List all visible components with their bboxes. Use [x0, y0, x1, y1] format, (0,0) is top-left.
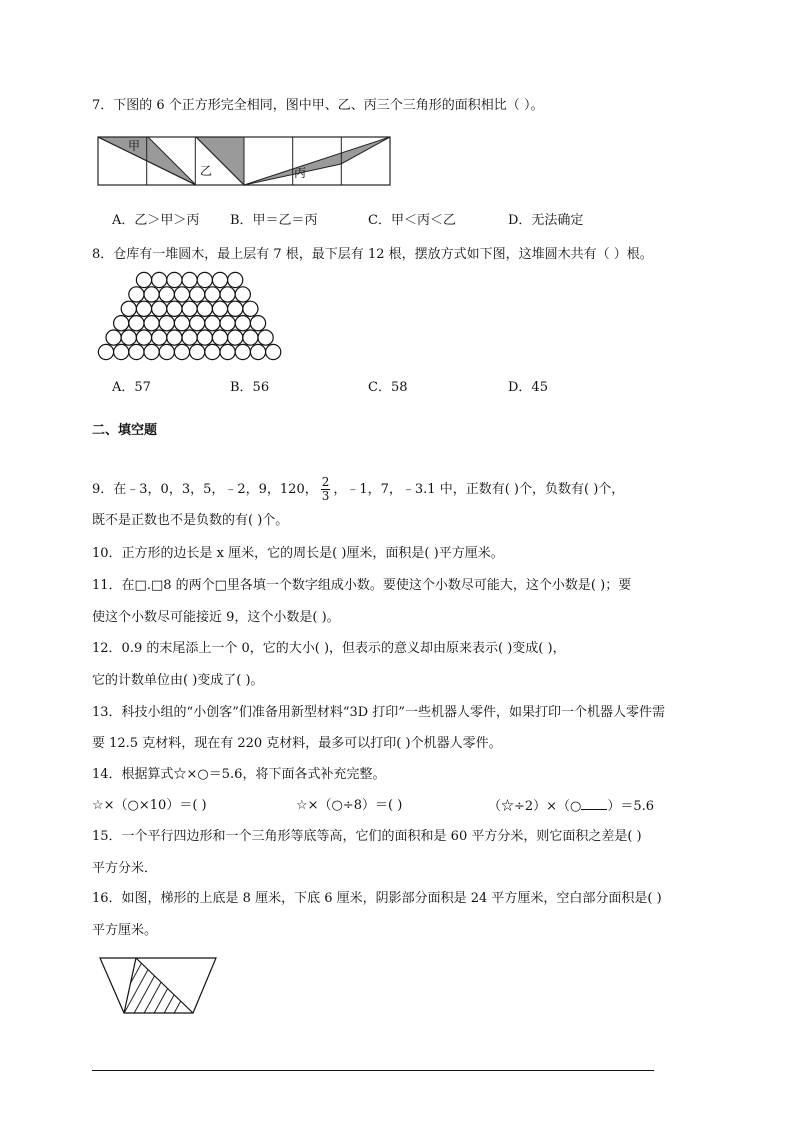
q9-line1: [92, 476, 624, 503]
q9-part2: ，﹣1，7，﹣3.1 中，正数有( )个，负数有( )个，: [333, 482, 625, 497]
log-circle: [235, 344, 250, 359]
log-circle: [205, 344, 220, 359]
log-circle: [197, 330, 212, 345]
log-circle: [152, 301, 167, 316]
q14-expr3-blank: [581, 797, 607, 810]
section-title: 二、填空题: [92, 423, 158, 438]
log-circle: [205, 316, 220, 331]
q8-option-d: D．45: [508, 380, 548, 395]
log-circle: [174, 316, 189, 331]
q11-line1: 11．在□.□8 的两个□里各填一个数字组成小数。要使这个小数尽可能大，这个小数是( )；要: [92, 578, 632, 593]
q9-line2: 既不是正数也不是负数的有( )个。: [92, 513, 289, 528]
log-circle: [243, 330, 258, 345]
log-circle: [212, 330, 227, 345]
label-yi: 乙: [200, 164, 213, 178]
log-circle: [220, 287, 235, 302]
log-circle: [136, 272, 151, 287]
q14-expr3-start: （☆÷2）×（○: [488, 799, 582, 814]
log-circle: [235, 316, 250, 331]
shaded-hatch: [112, 955, 206, 1017]
q14-expr3-end: ）＝5.6: [607, 799, 655, 814]
q16-line2: 平方厘米。: [92, 923, 158, 938]
log-circle: [190, 287, 205, 302]
q13-line1: 13．科技小组的“小创客”们准备用新型材料“3D 打印”一些机器人零件，如果打印一个机器人零件需: [92, 705, 665, 720]
q12-line1: 12．0.9 的末尾添上一个 0，它的大小( )，但表示的意义却由原来表示( )变成( )，: [92, 641, 566, 656]
q9-part1: 9．在﹣3，0，3，5，﹣2，9，120，: [92, 482, 318, 497]
q7-text: 7．下图的 6 个正方形完全相同，图中甲、乙、丙三个三角形的面积相比（ ）。: [92, 98, 544, 113]
log-circle: [228, 330, 243, 345]
q7-squares-figure: [98, 137, 390, 187]
log-circle: [144, 287, 159, 302]
log-circle: [106, 330, 121, 345]
q8-text: 8．仓库有一堆圆木，最上层有 7 根，最下层有 12 根，摆放方式如下图，这堆圆木共有（ ）根。: [92, 247, 653, 262]
log-circle: [220, 344, 235, 359]
log-circle: [167, 301, 182, 316]
log-circle: [190, 316, 205, 331]
q14-text: 14．根据算式☆×○＝5.6，将下面各式补充完整。: [92, 767, 386, 782]
q15-line1: 15．一个平行四边形和一个三角形等底等高，它们的面积和是 60 平方分米，则它面积之差是( ): [92, 829, 642, 844]
q16-line1: 16．如图，梯形的上底是 8 厘米，下底 6 厘米，阴影部分面积是 24 平方厘米，空白部分面积是( ): [92, 891, 662, 906]
log-circle: [212, 301, 227, 316]
log-circle: [159, 316, 174, 331]
q14-expr3: [488, 797, 654, 816]
fraction-numerator: 2: [321, 475, 330, 489]
label-bing: 丙: [294, 166, 307, 180]
log-circle: [243, 301, 258, 316]
log-circle: [152, 272, 167, 287]
log-circle: [228, 272, 243, 287]
log-circle: [220, 316, 235, 331]
log-circle: [121, 301, 136, 316]
log-circle: [167, 272, 182, 287]
log-circle: [235, 287, 250, 302]
log-circle: [182, 272, 197, 287]
fraction-denominator: 3: [321, 489, 330, 503]
log-circle: [129, 287, 144, 302]
log-circle: [174, 344, 189, 359]
label-jia: 甲: [128, 139, 141, 153]
q11-line2: 使这个小数尽可能接近 9，这个小数是( )。: [92, 610, 340, 625]
q7-option-a: A．乙＞甲＞丙: [112, 213, 200, 228]
log-circle: [212, 272, 227, 287]
log-circle: [167, 330, 182, 345]
q9-fraction: [321, 476, 331, 503]
q14-expr1: ☆×（○×10）＝( ): [92, 798, 207, 813]
log-circle: [144, 316, 159, 331]
log-circle: [144, 344, 159, 359]
log-circle: [114, 316, 129, 331]
q8-option-a: A．57: [112, 380, 151, 395]
log-circle: [250, 344, 265, 359]
log-circle: [121, 330, 136, 345]
log-circle: [266, 344, 281, 359]
log-circle: [182, 330, 197, 345]
q16-trapezoid-figure: [98, 955, 218, 1017]
log-circle: [205, 287, 220, 302]
log-circle: [228, 301, 243, 316]
q13-line2: 要 12.5 克材料，现在有 220 克材料，最多可以打印( )个机器人零件。: [92, 736, 502, 751]
log-circle: [258, 330, 273, 345]
log-circle: [174, 287, 189, 302]
log-circle: [197, 272, 212, 287]
bottom-rule: [92, 1070, 654, 1071]
log-circle: [182, 301, 197, 316]
log-circle: [197, 301, 212, 316]
log-circle: [250, 316, 265, 331]
q7-option-d: D．无法确定: [508, 213, 584, 228]
log-circle: [136, 330, 151, 345]
q8-logs-figure: [98, 272, 288, 364]
log-circle: [98, 344, 113, 359]
q7-option-c: C．甲＜丙＜乙: [368, 213, 456, 228]
q14-expr2: ☆×（○÷8）＝( ): [296, 798, 403, 813]
q10-text: 10．正方形的边长是 x 厘米，它的周长是( )厘米，面积是( )平方厘米。: [92, 546, 504, 561]
log-circle: [159, 344, 174, 359]
log-circle: [190, 344, 205, 359]
q7-option-b: B．甲＝乙＝丙: [230, 213, 318, 228]
q8-option-b: B．56: [230, 380, 270, 395]
log-circle: [136, 301, 151, 316]
q8-option-c: C．58: [368, 380, 408, 395]
q15-line2: 平方分米．: [92, 861, 158, 876]
log-circle: [129, 316, 144, 331]
log-circle: [114, 344, 129, 359]
log-circle: [129, 344, 144, 359]
log-circle: [159, 287, 174, 302]
q12-line2: 它的计数单位由( )变成了( )。: [92, 673, 264, 688]
log-circle: [152, 330, 167, 345]
triangle-bing: [244, 137, 390, 185]
